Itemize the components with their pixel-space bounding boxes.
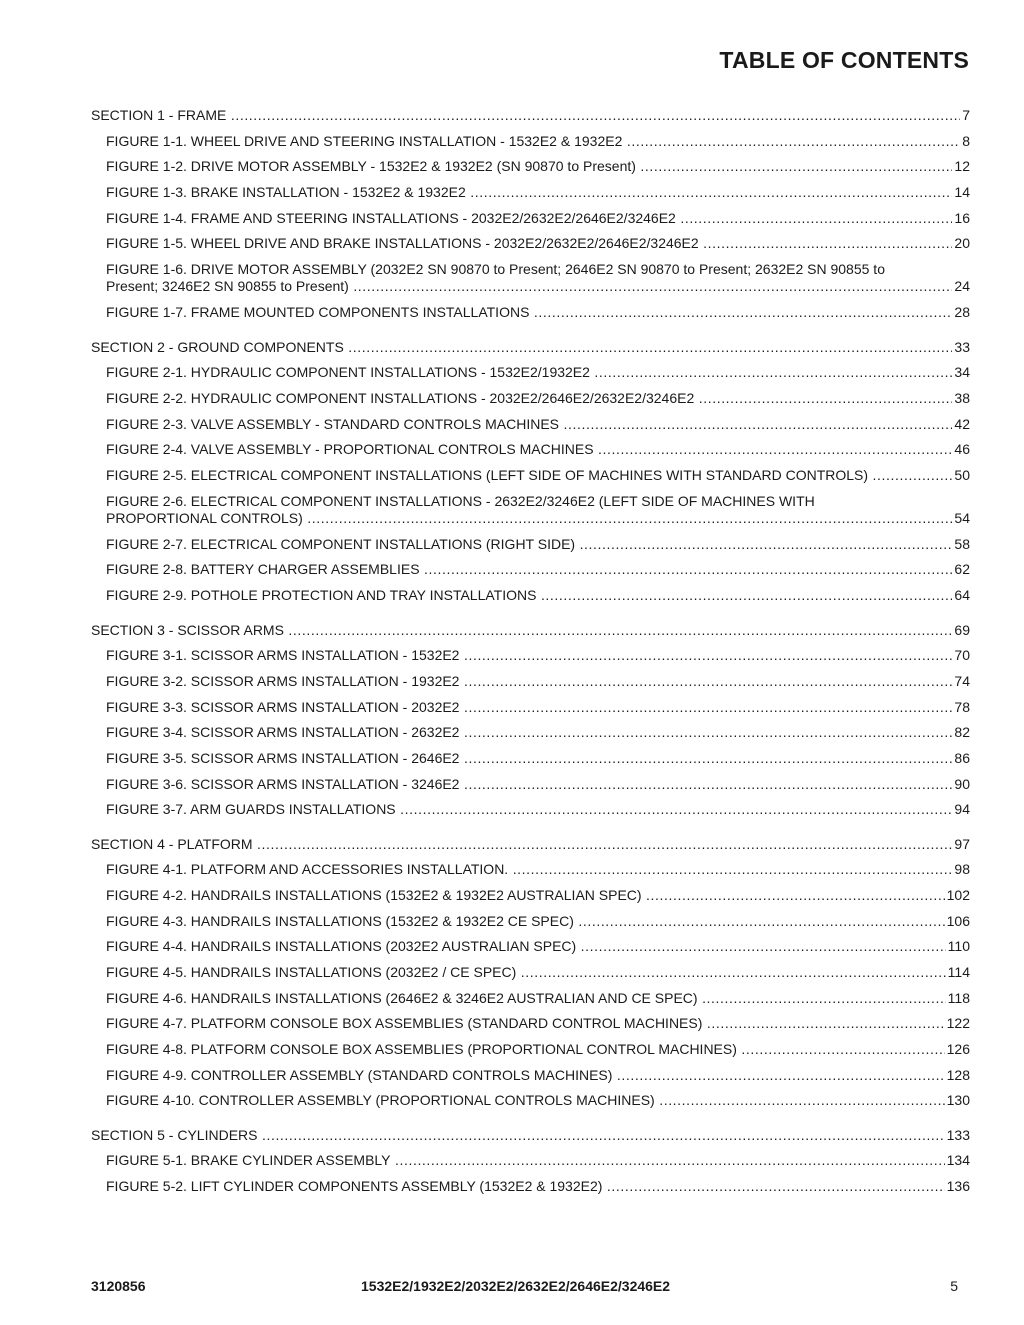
entry-label: FIGURE 1-3. BRAKE INSTALLATION - 1532E2 & 1932E2 ..... <box>106 184 952 202</box>
entry-label: FIGURE 2-8. BATTERY CHARGER ASSEMBLIES ..... <box>106 561 952 579</box>
entry-label: FIGURE 4-3. HANDRAILS INSTALLATIONS (1532E2 & 1932E2 CE SPEC) ..... <box>106 913 945 931</box>
toc-figure-entry[interactable] <box>91 364 970 382</box>
entry-page-number: 38 <box>954 389 970 406</box>
entry-page-number: 7 <box>962 107 970 123</box>
toc-figure-entry[interactable] <box>91 724 970 742</box>
entry-page-number: 106 <box>946 912 970 929</box>
toc-section-entry[interactable] <box>91 1127 970 1145</box>
entry-label: FIGURE 4-10. CONTROLLER ASSEMBLY (PROPORTIONAL CONTROLS MACHINES) ..... <box>106 1092 945 1110</box>
entry-label: FIGURE 1-5. WHEEL DRIVE AND BRAKE INSTALLATIONS - 2032E2/2632E2/2646E2/3246E2 ..... <box>106 235 952 253</box>
toc-section-entry[interactable] <box>91 339 970 357</box>
entry-page-number: 42 <box>954 415 970 432</box>
entry-label: FIGURE 2-7. ELECTRICAL COMPONENT INSTALLATIONS (RIGHT SIDE) ..... <box>106 536 952 554</box>
entry-label: FIGURE 3-4. SCISSOR ARMS INSTALLATION - 2632E2 ..... <box>106 724 952 742</box>
toc-figure-entry[interactable] <box>91 587 970 605</box>
toc-figure-entry[interactable] <box>91 158 970 176</box>
entry-page-number: 97 <box>954 835 970 852</box>
entry-label: FIGURE 4-4. HANDRAILS INSTALLATIONS (2032E2 AUSTRALIAN SPEC) ..... <box>106 938 946 956</box>
table-of-contents <box>91 107 970 1204</box>
entry-page-number: 134 <box>946 1152 970 1169</box>
toc-figure-entry[interactable] <box>91 561 970 579</box>
entry-label: FIGURE 3-2. SCISSOR ARMS INSTALLATION - 1932E2 ..... <box>106 673 952 691</box>
entry-page-number: 16 <box>954 209 970 226</box>
entry-page-number: 20 <box>954 235 970 252</box>
toc-figure-entry[interactable] <box>91 133 970 151</box>
entry-label: FIGURE 4-7. PLATFORM CONSOLE BOX ASSEMBLIES (STANDARD CONTROL MACHINES) ..... <box>106 1015 945 1033</box>
page-title: TABLE OF CONTENTS <box>719 47 969 73</box>
entry-label: FIGURE 2-9. POTHOLE PROTECTION AND TRAY INSTALLATIONS ..... <box>106 587 952 605</box>
entry-page-number: 58 <box>954 535 970 552</box>
entry-page-number: 90 <box>954 775 970 792</box>
entry-label-continued: PROPORTIONAL CONTROLS) ..... <box>106 510 952 528</box>
entry-page-number: 28 <box>954 304 970 321</box>
entry-page-number: 70 <box>954 647 970 664</box>
page-number: 5 <box>950 1278 958 1294</box>
entry-label-continued: Present; 3246E2 SN 90855 to Present) ..... <box>106 278 952 296</box>
entry-page-number: 86 <box>954 749 970 766</box>
entry-page-number: 46 <box>954 441 970 458</box>
toc-section-entry[interactable] <box>91 107 970 125</box>
entry-page-number: 12 <box>954 158 970 175</box>
toc-figure-entry[interactable] <box>91 304 970 322</box>
entry-label: FIGURE 2-6. ELECTRICAL COMPONENT INSTALLATIONS - 2632E2/3246E2 (LEFT SIDE OF MACHINES WITH <box>106 492 815 509</box>
entry-label: FIGURE 3-3. SCISSOR ARMS INSTALLATION - 2032E2 ..... <box>106 699 952 717</box>
toc-figure-entry[interactable] <box>91 261 970 296</box>
entry-label: FIGURE 2-5. ELECTRICAL COMPONENT INSTALLATIONS (LEFT SIDE OF MACHINES WITH STANDARD CONTROLS) ..... <box>106 467 952 485</box>
entry-label: FIGURE 3-6. SCISSOR ARMS INSTALLATION - 3246E2 ..... <box>106 776 952 794</box>
entry-label: FIGURE 2-1. HYDRAULIC COMPONENT INSTALLATIONS - 1532E2/1932E2 ..... <box>106 364 952 382</box>
toc-section-entry[interactable] <box>91 622 970 640</box>
entry-page-number: 33 <box>954 338 970 355</box>
toc-figure-entry[interactable] <box>91 1152 970 1170</box>
toc-figure-entry[interactable] <box>91 235 970 253</box>
entry-page-number: 128 <box>946 1066 970 1083</box>
entry-label: SECTION 3 - SCISSOR ARMS ..... <box>91 622 952 640</box>
entry-label: FIGURE 4-5. HANDRAILS INSTALLATIONS (2032E2 / CE SPEC) ..... <box>106 964 946 982</box>
toc-figure-entry[interactable] <box>91 390 970 408</box>
entry-label: FIGURE 3-7. ARM GUARDS INSTALLATIONS ..... <box>106 801 952 819</box>
entry-label: FIGURE 1-4. FRAME AND STEERING INSTALLATIONS - 2032E2/2632E2/2646E2/3246E2 ..... <box>106 210 952 228</box>
toc-figure-entry[interactable] <box>91 647 970 665</box>
entry-label: SECTION 5 - CYLINDERS ..... <box>91 1127 945 1145</box>
toc-figure-entry[interactable] <box>91 184 970 202</box>
entry-page-number: 98 <box>954 861 970 878</box>
entry-label: FIGURE 4-8. PLATFORM CONSOLE BOX ASSEMBLIES (PROPORTIONAL CONTROL MACHINES) ..... <box>106 1041 945 1059</box>
entry-label: FIGURE 1-6. DRIVE MOTOR ASSEMBLY (2032E2 SN 90870 to Present; 2646E2 SN 90870 to Present; 2632E2 SN 90855 to <box>106 260 885 277</box>
entry-page-number: 64 <box>954 587 970 604</box>
toc-figure-entry[interactable] <box>91 441 970 459</box>
entry-page-number: 69 <box>954 621 970 638</box>
entry-page-number: 34 <box>954 364 970 381</box>
toc-figure-entry[interactable] <box>91 210 970 228</box>
entry-page-number: 94 <box>954 801 970 818</box>
toc-figure-entry[interactable] <box>91 964 970 982</box>
entry-page-number: 118 <box>947 989 970 1006</box>
document-number: 3120856 <box>91 1278 146 1294</box>
toc-figure-entry[interactable] <box>91 861 970 879</box>
entry-label: FIGURE 1-2. DRIVE MOTOR ASSEMBLY - 1532E2 & 1932E2 (SN 90870 to Present) ..... <box>106 158 952 176</box>
toc-figure-entry[interactable] <box>91 493 970 528</box>
entry-label: FIGURE 2-4. VALVE ASSEMBLY - PROPORTIONAL CONTROLS MACHINES ..... <box>106 441 952 459</box>
entry-page-number: 136 <box>946 1178 970 1195</box>
toc-figure-entry[interactable] <box>91 1015 970 1033</box>
entry-page-number: 122 <box>946 1015 970 1032</box>
entry-page-number: 102 <box>946 886 970 903</box>
entry-page-number: 126 <box>946 1041 970 1058</box>
toc-figure-entry[interactable] <box>91 990 970 1008</box>
entry-label: FIGURE 1-1. WHEEL DRIVE AND STEERING INSTALLATION - 1532E2 & 1932E2 ..... <box>106 133 960 151</box>
entry-label: FIGURE 2-2. HYDRAULIC COMPONENT INSTALLATIONS - 2032E2/2646E2/2632E2/3246E2 ..... <box>106 390 952 408</box>
entry-label: FIGURE 3-5. SCISSOR ARMS INSTALLATION - 2646E2 ..... <box>106 750 952 768</box>
toc-figure-entry[interactable] <box>91 913 970 931</box>
toc-figure-entry[interactable] <box>91 938 970 956</box>
entry-page-number: 78 <box>954 698 970 715</box>
toc-figure-entry[interactable] <box>91 776 970 794</box>
model-list: 1532E2/1932E2/2032E2/2632E2/2646E2/3246E2 <box>361 1278 671 1294</box>
entry-label: FIGURE 4-1. PLATFORM AND ACCESSORIES INSTALLATION. ..... <box>106 861 952 879</box>
entry-page-number: 110 <box>947 938 970 955</box>
entry-page-number: 50 <box>954 466 970 483</box>
toc-figure-entry[interactable] <box>91 1092 970 1110</box>
toc-figure-entry[interactable] <box>91 887 970 905</box>
toc-section-entry[interactable] <box>91 836 970 854</box>
entry-page-number: 130 <box>946 1092 970 1109</box>
entry-page-number: 8 <box>962 132 970 149</box>
entry-label: SECTION 2 - GROUND COMPONENTS ..... <box>91 339 952 357</box>
entry-label: FIGURE 4-2. HANDRAILS INSTALLATIONS (1532E2 & 1932E2 AUSTRALIAN SPEC) ..... <box>106 887 945 905</box>
entry-label: FIGURE 4-6. HANDRAILS INSTALLATIONS (2646E2 & 3246E2 AUSTRALIAN AND CE SPEC) ..... <box>106 990 946 1008</box>
toc-figure-entry[interactable] <box>91 467 970 485</box>
entry-label: SECTION 4 - PLATFORM ..... <box>91 836 952 854</box>
entry-label: FIGURE 2-3. VALVE ASSEMBLY - STANDARD CONTROLS MACHINES ..... <box>106 416 952 434</box>
entry-page-number: 133 <box>946 1126 970 1143</box>
entry-page-number: 54 <box>954 510 970 527</box>
entry-label: FIGURE 4-9. CONTROLLER ASSEMBLY (STANDARD CONTROLS MACHINES) ..... <box>106 1067 945 1085</box>
toc-figure-entry[interactable] <box>91 1041 970 1059</box>
entry-label: SECTION 1 - FRAME ..... <box>91 107 960 125</box>
toc-figure-entry[interactable] <box>91 1067 970 1085</box>
entry-label: FIGURE 5-1. BRAKE CYLINDER ASSEMBLY ..... <box>106 1152 945 1170</box>
toc-figure-entry[interactable] <box>91 673 970 691</box>
entry-label: FIGURE 3-1. SCISSOR ARMS INSTALLATION - 1532E2 ..... <box>106 647 952 665</box>
entry-page-number: 82 <box>954 724 970 741</box>
entry-label: FIGURE 5-2. LIFT CYLINDER COMPONENTS ASSEMBLY (1532E2 & 1932E2) ..... <box>106 1178 945 1196</box>
toc-figure-entry[interactable] <box>91 699 970 717</box>
toc-figure-entry[interactable] <box>91 801 970 819</box>
toc-figure-entry[interactable] <box>91 416 970 434</box>
toc-figure-entry[interactable] <box>91 536 970 554</box>
entry-label: FIGURE 1-7. FRAME MOUNTED COMPONENTS INSTALLATIONS ..... <box>106 304 952 322</box>
page-footer <box>91 1278 970 1298</box>
toc-figure-entry[interactable] <box>91 750 970 768</box>
entry-page-number: 62 <box>954 561 970 578</box>
toc-figure-entry[interactable] <box>91 1178 970 1196</box>
entry-page-number: 114 <box>947 964 970 980</box>
entry-page-number: 74 <box>954 672 970 689</box>
entry-page-number: 24 <box>954 278 970 295</box>
entry-page-number: 14 <box>954 183 970 200</box>
